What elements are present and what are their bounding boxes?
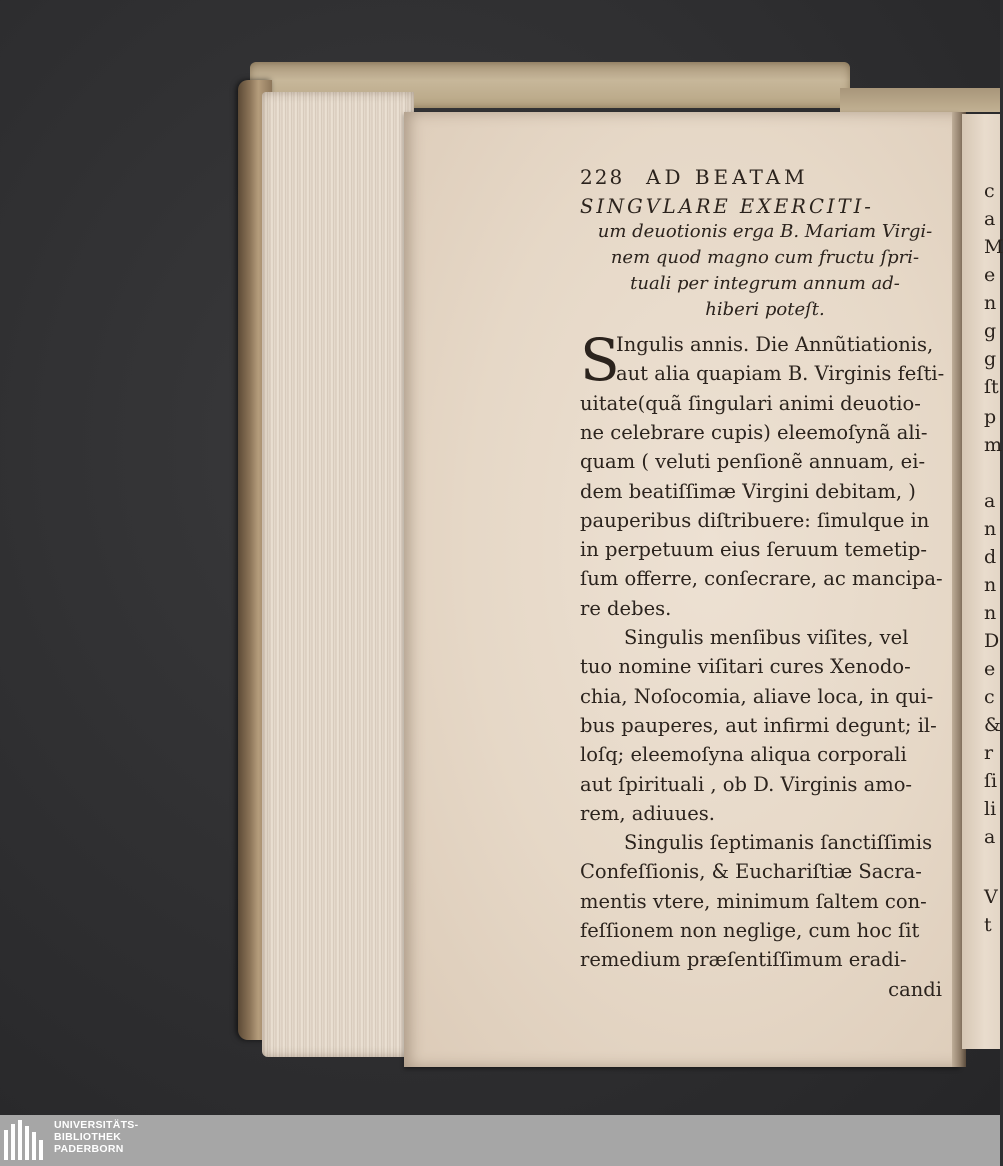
facing-page-letter: r — [984, 742, 994, 764]
facing-page-letter: c — [984, 180, 995, 202]
facing-page-letter: n — [984, 292, 997, 314]
body-line: in perpetuum eius ſeruum temetip- — [580, 538, 927, 562]
facing-page-letter: g — [984, 348, 997, 370]
facing-page-letter: V — [984, 886, 998, 908]
body-line: loſq; eleemoſyna aliqua corporali — [580, 743, 907, 767]
body-line: Ingulis annis. Die Annũtiationis, — [616, 333, 934, 356]
body-line: feſſionem non neglige, cum hoc ſit — [580, 919, 920, 942]
facing-page-letter: n — [984, 574, 997, 596]
book-cover-top-right — [840, 88, 1000, 112]
library-name-line-1: UNIVERSITÄTS- — [54, 1119, 139, 1131]
body-line: dem beatiſſimæ Virgini debitam, ) — [580, 479, 916, 503]
body-line: tuo nomine viſitari cures Xenodo- — [580, 655, 911, 679]
body-line: uitate(quã ſingulari animi deuotio- — [580, 391, 921, 415]
facing-page-letter: d — [984, 546, 997, 568]
body-line: Confeſſionis, & Euchariſtiæ Sacra- — [580, 860, 922, 884]
library-name-line-2: BIBLIOTHEK — [54, 1131, 122, 1143]
library-logo-icon — [4, 1120, 48, 1160]
running-title: AD BEATAM — [646, 165, 809, 189]
facing-page-letter: D — [984, 630, 1000, 652]
body-line: Singulis ſeptimanis ſanctiſſimis — [624, 831, 933, 855]
body-line: rem, adiuues. — [580, 801, 715, 825]
facing-page-letter: a — [984, 208, 996, 230]
body-line: ſum offerre, conſecrare, ac mancipa- — [580, 567, 943, 591]
facing-page-edge — [962, 114, 1003, 1049]
facing-page-letter: e — [984, 658, 996, 680]
facing-page-letter: g — [984, 320, 997, 342]
body-line: chia, Noſocomia, aliave loca, in qui- — [580, 684, 934, 708]
page-number: 228 — [580, 165, 625, 189]
body-line: aut alia quapiam B. Virginis feſti- — [616, 362, 945, 386]
library-footer-bar — [0, 1115, 1000, 1166]
body-line: remedium præſentiſſimum eradi- — [580, 948, 907, 972]
heading-line-5: hiberi poteſt. — [705, 299, 825, 320]
facing-page-letter: c — [984, 686, 995, 708]
body-text — [580, 326, 950, 1133]
facing-page-letter: a — [984, 490, 996, 512]
body-line: quam ( veluti penſionẽ annuam, ei- — [580, 450, 926, 474]
facing-page-letter: ſi — [984, 770, 998, 792]
facing-page-letter: & — [984, 714, 1001, 736]
body-line: bus pauperes, aut infirmi degunt; il- — [580, 713, 937, 737]
facing-page-letter: a — [984, 826, 996, 848]
drop-capital: S — [580, 326, 620, 394]
facing-page-letter: p — [984, 406, 997, 428]
facing-page-letter: M — [984, 236, 1003, 258]
facing-page-letter: m — [984, 434, 1003, 456]
body-line: aut ſpirituali , ob D. Virginis amo- — [580, 772, 913, 796]
body-line: mentis vtere, minimum ſaltem con- — [580, 889, 927, 913]
body-line: re debes. — [580, 596, 672, 620]
facing-page-letter: li — [984, 798, 997, 820]
page-edges — [262, 92, 414, 1057]
heading-line-3: nem quod magno cum fructu ſpri- — [610, 247, 920, 268]
facing-page-letter: n — [984, 518, 997, 540]
library-name — [54, 1119, 138, 1155]
body-line: pauperibus diſtribuere: ſimulque in — [580, 508, 930, 532]
facing-page-letter: ſt — [984, 376, 999, 398]
heading-line-1: SINGVLARE EXERCITI- — [580, 195, 874, 218]
body-line: candi — [888, 977, 942, 1001]
facing-page-letter: e — [984, 264, 996, 286]
body-line: ne celebrare cupis) eleemoſynã ali- — [580, 420, 928, 444]
body-line: Singulis menſibus viſites, vel — [624, 626, 909, 649]
heading-line-4: tuali per integrum annum ad- — [630, 273, 900, 294]
facing-page-letter: t — [984, 914, 992, 936]
facing-page-letter: n — [984, 602, 997, 624]
heading-line-2: um deuotionis erga B. Mariam Virgi- — [597, 221, 933, 242]
library-name-line-3: PADERBORN — [54, 1143, 124, 1155]
